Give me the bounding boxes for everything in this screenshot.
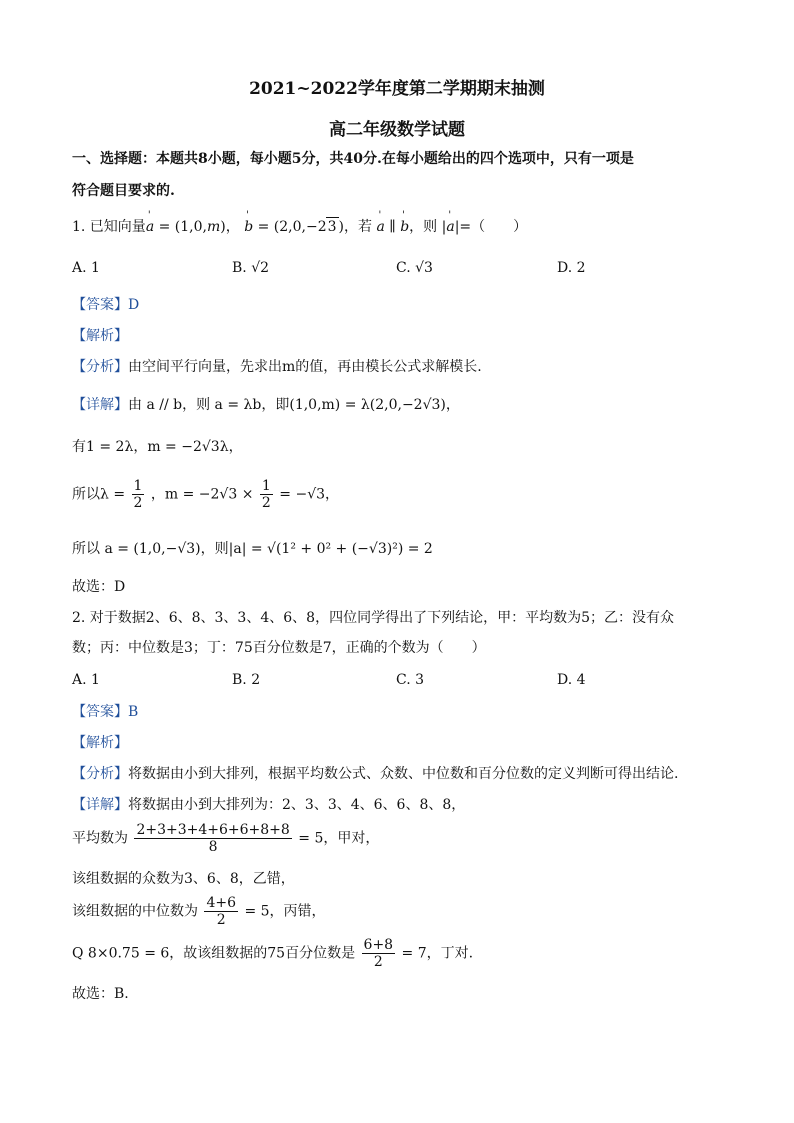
vector-a: ' a	[446, 218, 454, 236]
fraction-denominator: 2	[373, 954, 383, 971]
q2-detail-mean	[72, 822, 379, 855]
q1-option-d: D. 2	[557, 260, 586, 276]
q1-option-c: C. √3	[396, 260, 433, 276]
var-m: m	[206, 219, 221, 235]
vector-a: ' a	[376, 218, 384, 236]
vector-a: ' a	[146, 218, 154, 236]
q2-option-d: D. 4	[557, 672, 586, 688]
q2-detail-median	[72, 895, 326, 928]
q1-d3-part: 所以λ =	[72, 486, 126, 503]
q1-stem-part: =（ ）	[459, 219, 528, 235]
q1-d3-part: ，m = −2√3 ×	[150, 486, 254, 503]
q2-detail-mode: 该组数据的众数为3、6、8，乙错，	[72, 871, 295, 887]
q1-stem-part: = (2,0,−2	[257, 219, 327, 235]
q1-stem: 1. 已知向量' a = (1,0,m)， ' b = (2,0,−23 )，若 ' a ∥ ' b，则 |' a|=（ ）	[72, 217, 527, 236]
q2-option-c: C. 3	[396, 672, 425, 688]
fraction-denominator: 8	[208, 839, 218, 856]
fraction-median	[204, 895, 238, 928]
q2-median-result: = 5，丙错，	[244, 903, 326, 920]
q1-option-b: B. √2	[232, 260, 270, 276]
q2-jiexi-tag: 【解析】	[72, 735, 128, 751]
q1-analysis-tag: 【分析】	[72, 359, 128, 375]
q2-final: 故选：B.	[72, 986, 129, 1002]
q1-detail-2: 有1 = 2λ，m = −2√3λ，	[72, 439, 243, 455]
sqrt-3: 3	[327, 219, 337, 235]
fraction-denominator: 2	[216, 912, 226, 929]
q2-detail-percentile	[72, 937, 473, 970]
q1-analysis	[72, 358, 482, 376]
q1-stem-part: )，若	[338, 219, 372, 235]
q2-percentile-label: Q 8×0.75 = 6，故该组数据的75百分位数是	[72, 945, 356, 962]
section-heading-line1: 一、选择题：本题共8小题，每小题5分，共40分.在每小题给出的四个选项中，只有一项是	[72, 151, 634, 167]
q2-percentile-result: = 7，丁对.	[401, 945, 474, 962]
fraction-mean	[134, 822, 291, 855]
fraction-one-half: $\frac{1}{2}$	[261, 478, 271, 512]
q2-analysis-text: 将数据由小到大排列，根据平均数公式、众数、中位数和百分位数的定义判断可得出结论.	[128, 766, 679, 782]
fraction-percentile	[362, 937, 396, 970]
q1-d3-part: = −√3，	[279, 486, 340, 503]
fraction-numerator: 4+6	[206, 895, 236, 911]
q1-jiexi-tag: 【解析】	[72, 328, 128, 344]
q1-final: 故选：D	[72, 579, 126, 595]
q1-analysis-text: 由空间平行向量，先求出m的值，再由模长公式求解模长.	[128, 359, 482, 375]
fraction-numerator: 6+8	[363, 937, 394, 953]
q2-stem-line1: 2. 对于数据2、6、8、3、3、4、6、8，四位同学得出了下列结论，甲：平均数为5；乙：没有众	[72, 610, 674, 626]
q2-mean-result: = 5，甲对，	[298, 830, 380, 847]
q2-mean-label: 平均数为	[72, 830, 128, 847]
q2-analysis	[72, 765, 678, 783]
q2-option-a: A. 1	[72, 672, 100, 688]
q2-option-b: B. 2	[232, 672, 261, 688]
q2-median-label: 该组数据的中位数为	[72, 903, 198, 920]
q1-option-a: A. 1	[72, 260, 100, 276]
q1-stem-part: )，	[220, 219, 240, 235]
fraction-numerator: 2+3+3+4+6+6+8+8	[136, 822, 290, 838]
q1-detail-1	[72, 396, 460, 414]
q1-detail-4: 所以 a = (1,0,−√3)，则|a| = √(1² + 0² + (−√3)²) = 2	[72, 541, 433, 557]
q2-stem-line2: 数；丙：中位数是3；丁：75百分位数是7，正确的个数为（ ）	[72, 640, 486, 656]
exam-subtitle: 高二年级数学试题	[329, 120, 465, 140]
vector-b: ' b	[244, 218, 253, 236]
q1-stem-part: = (1,0,	[158, 219, 207, 235]
q1-detail-3	[72, 478, 339, 511]
q2-detail-1	[72, 796, 465, 814]
q1-detail-tag: 【详解】	[72, 397, 128, 413]
q2-analysis-tag: 【分析】	[72, 766, 128, 782]
fraction-one-half: $\frac{1}{2}$	[133, 478, 143, 512]
q1-stem-part: ∥	[389, 219, 396, 235]
q2-detail-text: 将数据由小到大排列为：2、3、3、4、6、6、8、8，	[128, 797, 466, 813]
q2-detail-tag: 【详解】	[72, 797, 128, 813]
vector-b: ' b	[400, 218, 409, 236]
section-heading-line2: 符合题目要求的.	[72, 183, 175, 199]
q1-stem-part: 1. 已知向量	[72, 219, 146, 235]
q1-stem-part: ，则	[409, 219, 438, 235]
q2-answer: 【答案】B	[72, 704, 139, 720]
q1-detail-text: 由 a // b，则 a = λb，即(1,0,m) = λ(2,0,−2√3)，	[128, 397, 460, 413]
exam-title: 2021~2022学年度第二学期期末抽测	[249, 79, 545, 99]
q1-answer: 【答案】D	[72, 297, 140, 313]
